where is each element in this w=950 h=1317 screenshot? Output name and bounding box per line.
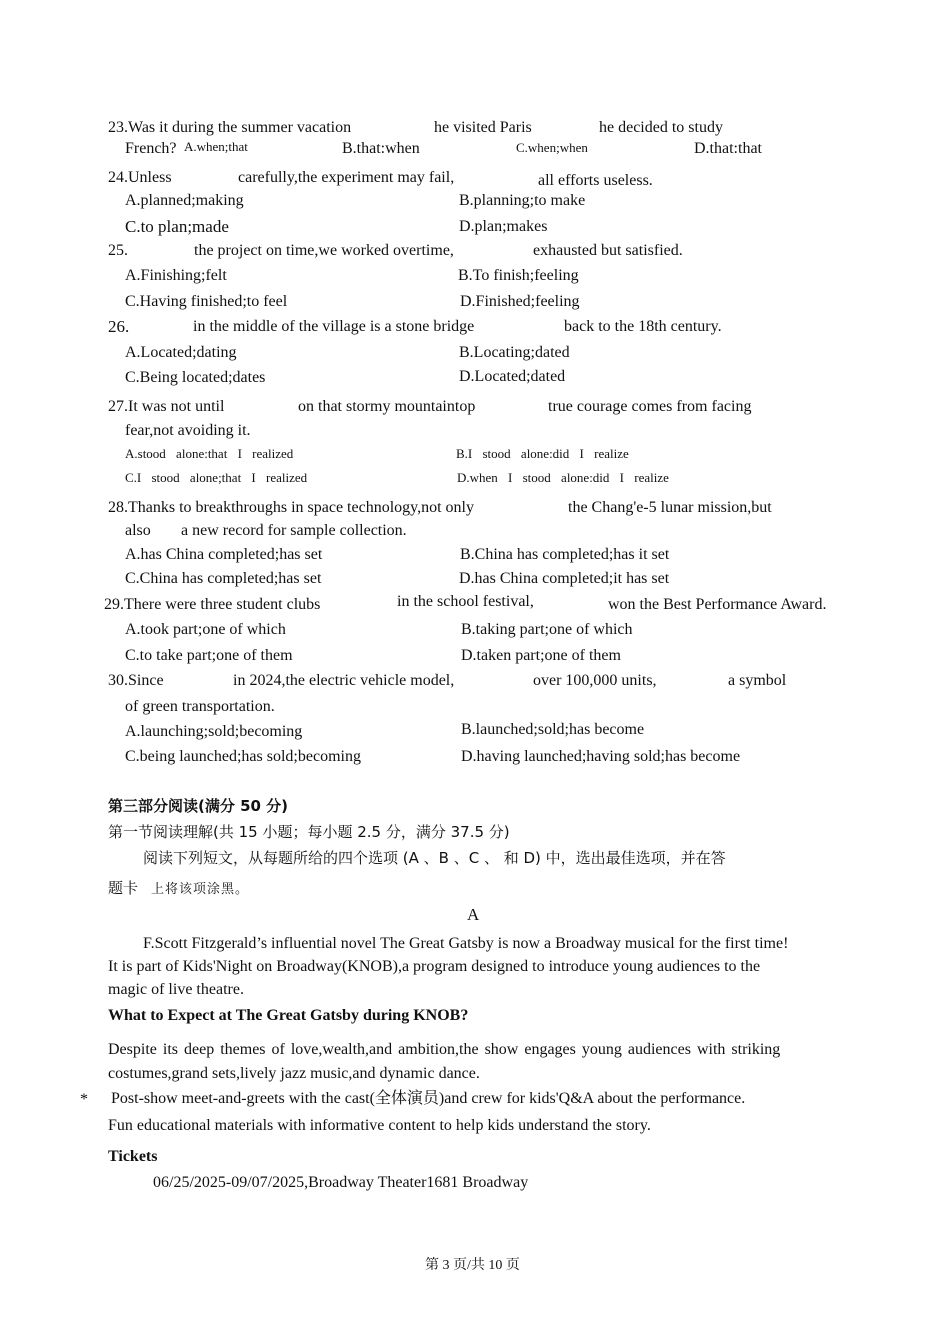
q23-option-a: A.when;that	[184, 139, 248, 154]
passage-subheading: What to Expect at The Great Gatsby during KNOB?	[108, 1007, 469, 1024]
q28-option-a: A.has China completed;has set	[125, 546, 323, 563]
bullet-marker: *	[80, 1091, 88, 1108]
passage-text: Despite its deep themes of love,wealth,and ambition,the show engages young audiences with striking	[108, 1041, 781, 1058]
q25-option-b: B.To finish;feeling	[458, 267, 579, 284]
passage-text: It is part of Kids'Night on Broadway(KNOB),a program designed to introduce young audiences to the	[108, 958, 761, 975]
passage-text: Fun educational materials with informative content to help kids understand the story.	[108, 1117, 651, 1134]
instruction-text: 阅读下列短文，从每题所给的四个选项 (A 、B 、C 、 和 D) 中，选出最佳选项，并在答	[143, 849, 726, 867]
q27-stem-part: true courage comes from facing	[548, 398, 752, 415]
tickets-info: 06/25/2025-09/07/2025,Broadway Theater1681 Broadway	[153, 1174, 529, 1191]
q29-option-a: A.took part;one of which	[125, 621, 286, 638]
q27-option-c: C.I stood alone;that I realized	[125, 470, 308, 485]
q29-option-b: B.taking part;one of which	[461, 621, 633, 638]
q28-stem-part: the Chang'e-5 lunar mission,but	[568, 499, 772, 516]
q29-option-d: D.taken part;one of them	[461, 647, 621, 664]
q29-stem-part: 29.There were three student clubs	[104, 596, 321, 613]
q24-stem-part: all efforts useless.	[538, 172, 653, 189]
q25-option-c: C.Having finished;to feel	[125, 293, 288, 310]
q25-option-d: D.Finished;feeling	[460, 293, 580, 310]
q30-stem-part: of green transportation.	[125, 698, 275, 715]
q30-stem-part: 30.Since	[108, 672, 164, 689]
tickets-heading: Tickets	[108, 1148, 158, 1165]
q28-option-d: D.has China completed;it has set	[459, 570, 670, 587]
q30-option-d: D.having launched;having sold;has become	[461, 748, 741, 765]
q28-stem-part: 28.Thanks to breakthroughs in space technology,not only	[108, 499, 474, 516]
q23-option-d: D.that:that	[694, 140, 762, 157]
q27-stem-part: 27.It was not until	[108, 398, 225, 415]
q30-option-c: C.being launched;has sold;becoming	[125, 748, 361, 765]
q27-option-b: B.I stood alone:did I realize	[456, 446, 629, 461]
q25-stem-part: exhausted but satisfied.	[533, 242, 683, 259]
q30-option-b: B.launched;sold;has become	[461, 721, 645, 738]
q30-option-a: A.launching;sold;becoming	[125, 723, 303, 740]
q26-stem-part: 26.	[108, 317, 130, 336]
q29-stem-part: won the Best Performance Award.	[608, 596, 827, 613]
q27-option-a: A.stood alone:that I realized	[125, 446, 294, 461]
q24-option-b: B.planning;to make	[459, 192, 586, 209]
instruction-text: 上将该项涂黑。	[151, 882, 250, 897]
q27-option-d: D.when I stood alone:did I realize	[457, 470, 669, 485]
q30-stem-part: over 100,000 units,	[533, 672, 657, 689]
q30-stem-part: in 2024,the electric vehicle model,	[233, 672, 455, 689]
q24-stem-part: 24.Unless	[108, 169, 172, 186]
section-subtitle: 第一节阅读理解(共 15 小题；每小题 2.5 分，满分 37.5 分)	[108, 823, 510, 841]
q25-stem-part: 25.	[108, 242, 128, 259]
q28-option-c: C.China has completed;has set	[125, 570, 322, 587]
q23-option-b: B.that:when	[342, 140, 420, 157]
q25-stem-part: the project on time,we worked overtime,	[194, 242, 454, 259]
passage-letter: A	[467, 905, 480, 924]
q26-option-d: D.Located;dated	[459, 368, 566, 385]
q25-option-a: A.Finishing;felt	[125, 267, 227, 284]
q28-stem-part: also	[125, 522, 151, 539]
q26-stem-part: in the middle of the village is a stone bridge	[193, 318, 475, 335]
passage-text: costumes,grand sets,lively jazz music,and dynamic dance.	[108, 1065, 480, 1082]
q28-option-b: B.China has completed;has it set	[460, 546, 670, 563]
q27-stem-part: on that stormy mountaintop	[298, 398, 476, 415]
q30-stem-part: a symbol	[728, 672, 787, 689]
q27-stem-part: fear,not avoiding it.	[125, 422, 251, 439]
q26-stem-part: back to the 18th century.	[564, 318, 722, 335]
q24-stem-part: carefully,the experiment may fail,	[238, 169, 455, 186]
q23-option-c: C.when;when	[516, 140, 588, 155]
instruction-text: 题卡	[108, 879, 139, 897]
q24-option-d: D.plan;makes	[459, 218, 548, 235]
q28-stem-part: a new record for sample collection.	[181, 522, 407, 539]
q26-option-c: C.Being located;dates	[125, 369, 266, 386]
bullet-item: Post-show meet-and-greets with the cast(全体演员)and crew for kids'Q&A about the performance.	[111, 1090, 746, 1107]
q24-option-a: A.planned;making	[125, 192, 244, 209]
q23-stem-part: 23.Was it during the summer vacation	[108, 119, 352, 136]
q29-stem-part: in the school festival,	[397, 593, 534, 610]
q23-stem-part: French?	[125, 140, 177, 157]
passage-text: F.Scott Fitzgerald’s influential novel The Great Gatsby is now a Broadway musical for the first time!	[143, 935, 789, 952]
passage-text: magic of live theatre.	[108, 981, 244, 998]
page-number: 第 3 页/共 10 页	[425, 1258, 520, 1273]
q23-stem-part: he visited Paris	[434, 119, 532, 136]
q26-option-a: A.Located;dating	[125, 344, 237, 361]
section-title: 第三部分阅读(满分 50 分)	[108, 797, 289, 815]
q23-stem-part: he decided to study	[599, 119, 723, 136]
q24-option-c: C.to plan;made	[125, 217, 229, 236]
q29-option-c: C.to take part;one of them	[125, 647, 293, 664]
q26-option-b: B.Locating;dated	[459, 344, 570, 361]
